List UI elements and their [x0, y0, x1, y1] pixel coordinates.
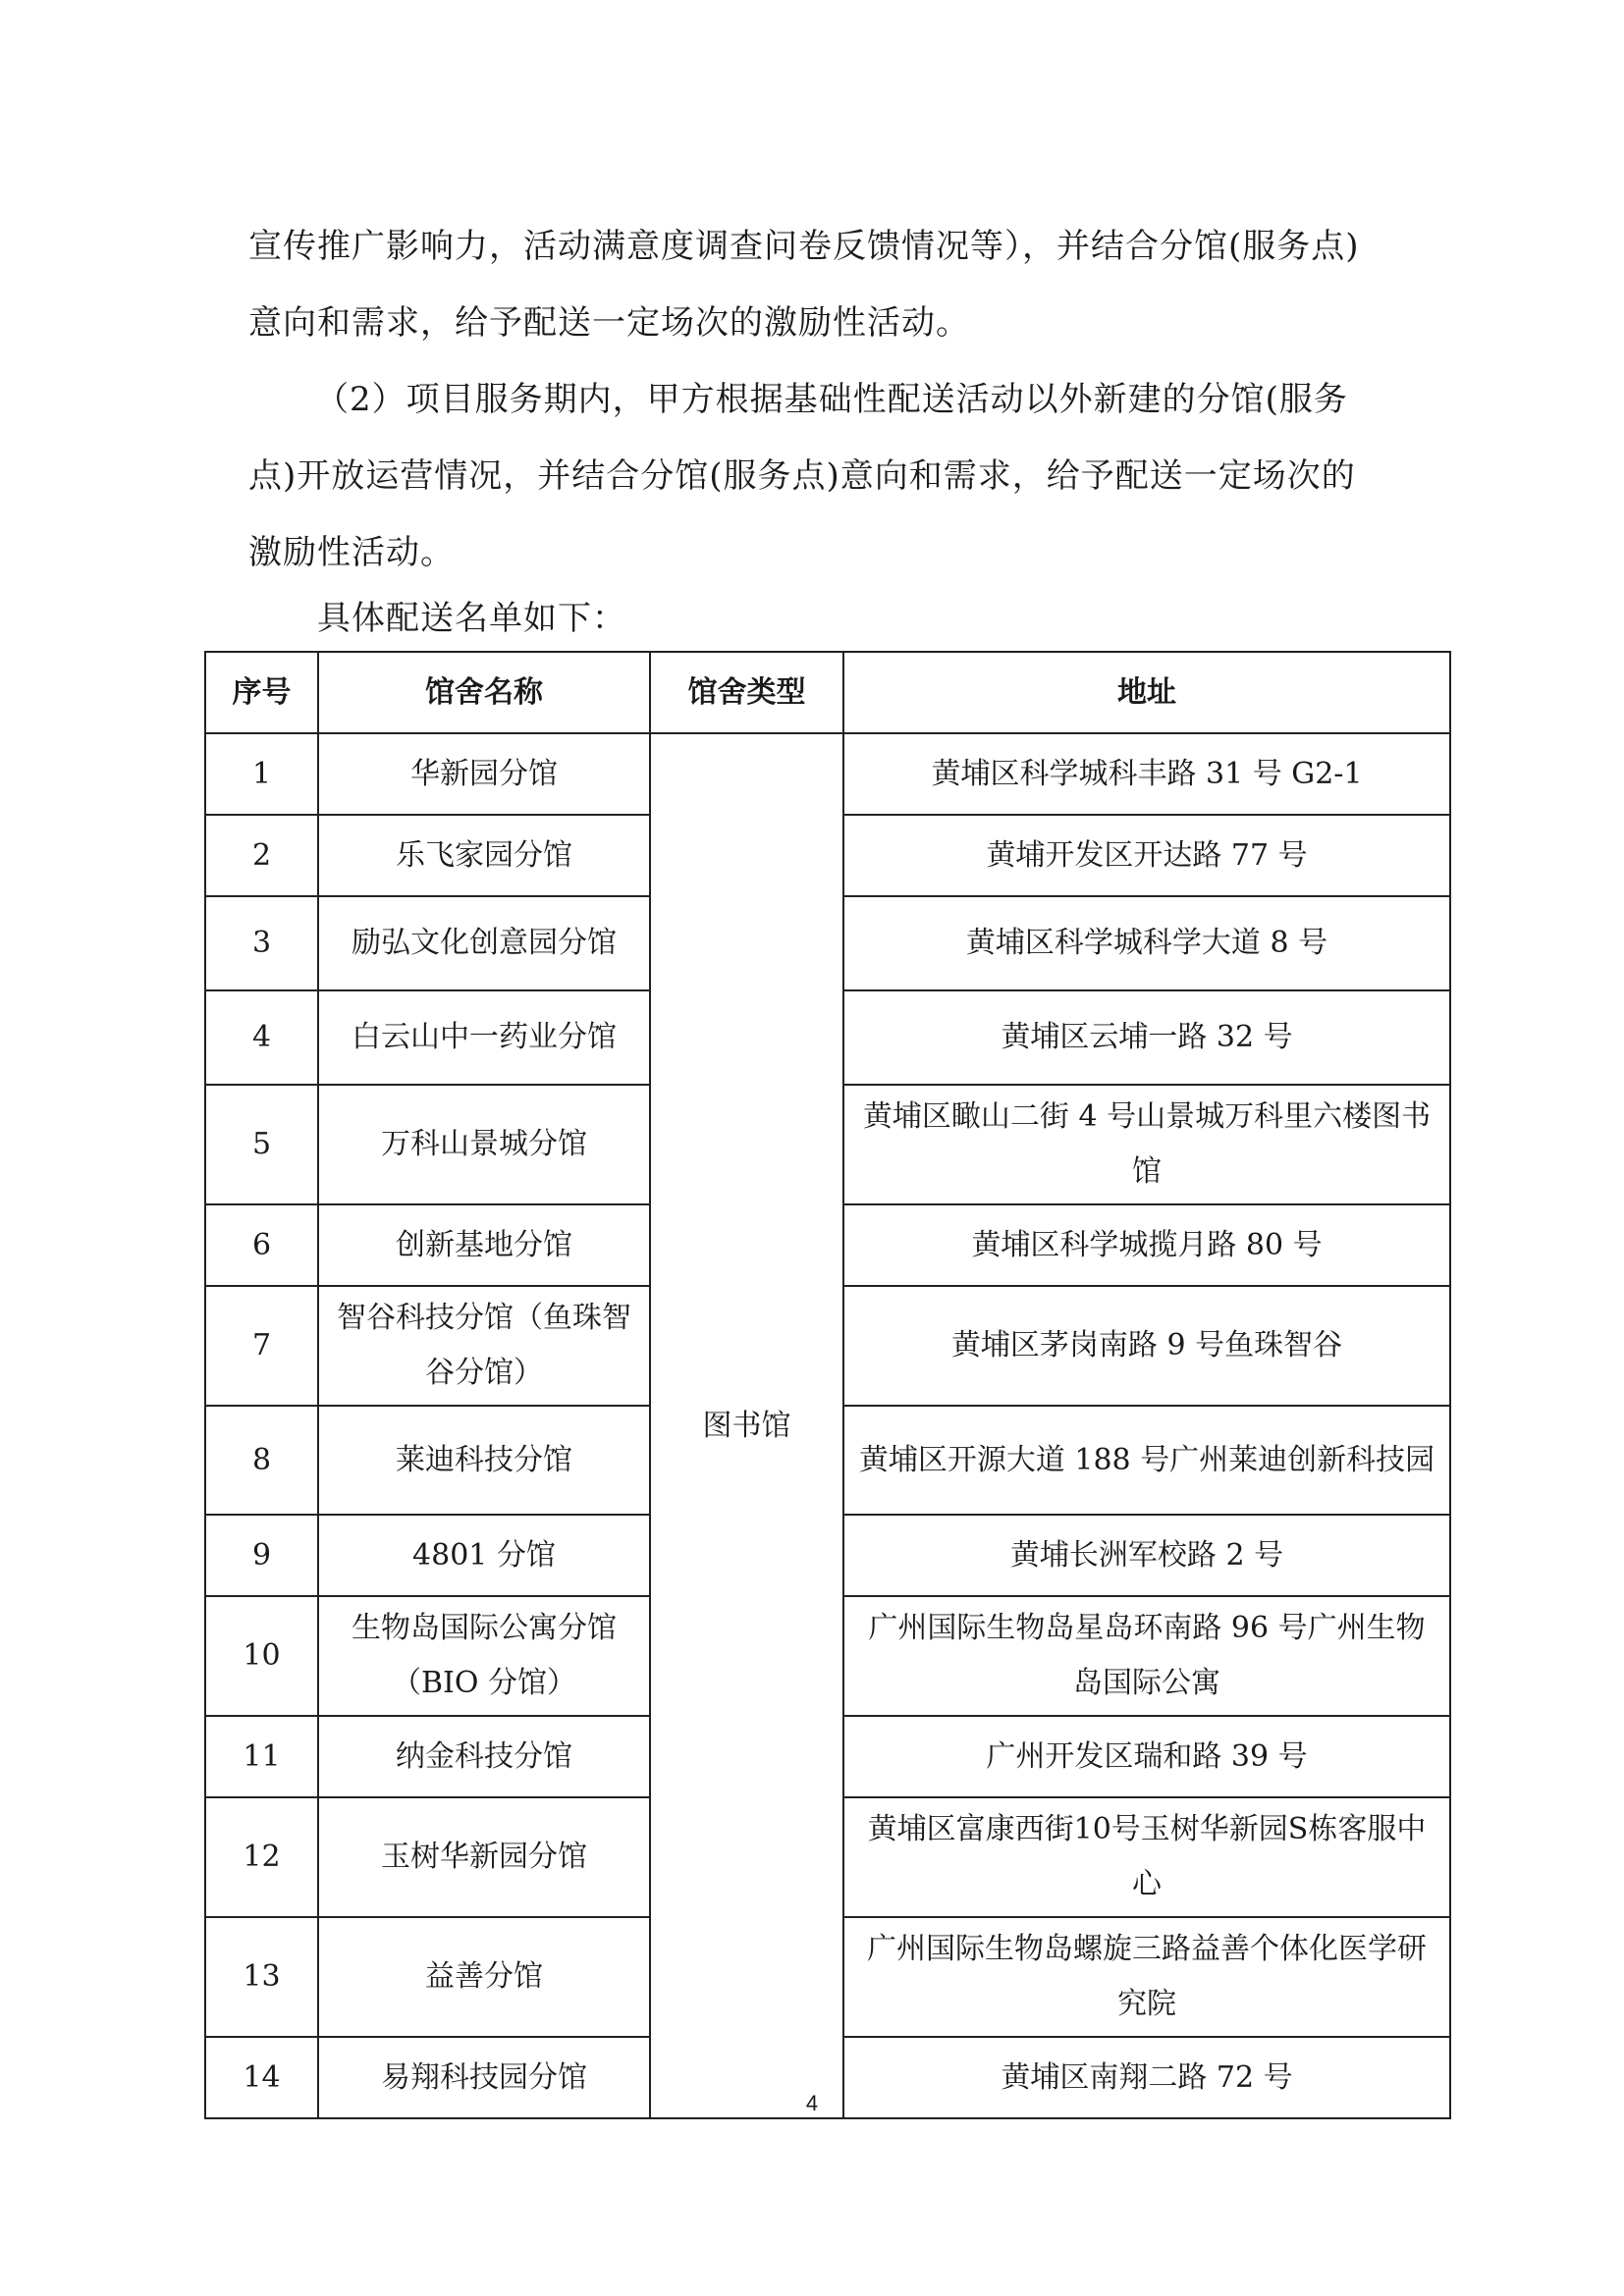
table-header-row	[205, 652, 1450, 733]
row-address: 黄埔区科学城揽月路 80 号	[843, 1204, 1450, 1286]
header-index: 序号	[205, 652, 318, 733]
header-name: 馆舍名称	[318, 652, 650, 733]
list-intro: 具体配送名单如下：	[317, 599, 626, 638]
row-address: 黄埔区科学城科学大道 8 号	[843, 896, 1450, 990]
row-name: 4801 分馆	[318, 1515, 650, 1596]
row-name: 易翔科技园分馆	[318, 2037, 650, 2118]
row-index: 11	[205, 1716, 318, 1797]
row-index: 4	[205, 990, 318, 1085]
row-name: 玉树华新园分馆	[318, 1797, 650, 1917]
row-address: 广州国际生物岛螺旋三路益善个体化医学研究院	[843, 1917, 1450, 2037]
header-address: 地址	[843, 652, 1450, 733]
row-address: 黄埔开发区开达路 77 号	[843, 815, 1450, 896]
row-index: 6	[205, 1204, 318, 1286]
row-name: 创新基地分馆	[318, 1204, 650, 1286]
row-index: 13	[205, 1917, 318, 2037]
paragraph-item-2: （2）项目服务期内，甲方根据基础性配送活动以外新建的分馆(服务点)开放运营情况，并结合分馆(服务点)意向和需求，给予配送一定场次的激励性活动。	[248, 380, 1356, 572]
row-address: 黄埔区科学城科丰路 31 号 G2-1	[843, 733, 1450, 815]
paragraph-continuation: 宣传推广影响力，活动满意度调查问卷反馈情况等），并结合分馆(服务点)意向和需求，给予配送一定场次的激励性活动。	[248, 227, 1360, 343]
page-number: 4	[805, 2091, 819, 2115]
row-name: 智谷科技分馆（鱼珠智谷分馆）	[318, 1286, 650, 1406]
row-index: 2	[205, 815, 318, 896]
row-index: 5	[205, 1085, 318, 1204]
row-address: 黄埔区云埔一路 32 号	[843, 990, 1450, 1085]
table-row	[205, 733, 1450, 815]
row-address: 广州国际生物岛星岛环南路 96 号广州生物岛国际公寓	[843, 1596, 1450, 1716]
row-address: 广州开发区瑞和路 39 号	[843, 1716, 1450, 1797]
row-index: 8	[205, 1406, 318, 1515]
row-address: 黄埔区茅岗南路 9 号鱼珠智谷	[843, 1286, 1450, 1406]
row-index: 10	[205, 1596, 318, 1716]
row-index: 1	[205, 733, 318, 815]
row-name: 励弘文化创意园分馆	[318, 896, 650, 990]
row-index: 14	[205, 2037, 318, 2118]
header-type: 馆舍类型	[650, 652, 843, 733]
row-index: 3	[205, 896, 318, 990]
row-name: 益善分馆	[318, 1917, 650, 2037]
row-index: 12	[205, 1797, 318, 1917]
row-name: 华新园分馆	[318, 733, 650, 815]
row-name: 乐飞家园分馆	[318, 815, 650, 896]
row-name: 生物岛国际公寓分馆（BIO 分馆）	[318, 1596, 650, 1716]
row-address: 黄埔区南翔二路 72 号	[843, 2037, 1450, 2118]
row-name: 万科山景城分馆	[318, 1085, 650, 1204]
row-name: 白云山中一药业分馆	[318, 990, 650, 1085]
row-index: 9	[205, 1515, 318, 1596]
row-address: 黄埔区瞰山二街 4 号山景城万科里六楼图书馆	[843, 1085, 1450, 1204]
row-address: 黄埔长洲军校路 2 号	[843, 1515, 1450, 1596]
venue-table	[204, 651, 1451, 2119]
row-address: 黄埔区开源大道 188 号广州莱迪创新科技园	[843, 1406, 1450, 1515]
row-index: 7	[205, 1286, 318, 1406]
row-name: 纳金科技分馆	[318, 1716, 650, 1797]
row-type: 图书馆	[650, 733, 843, 2118]
row-name: 莱迪科技分馆	[318, 1406, 650, 1515]
row-address: 黄埔区富康西街10号玉树华新园S栋客服中心	[843, 1797, 1450, 1917]
